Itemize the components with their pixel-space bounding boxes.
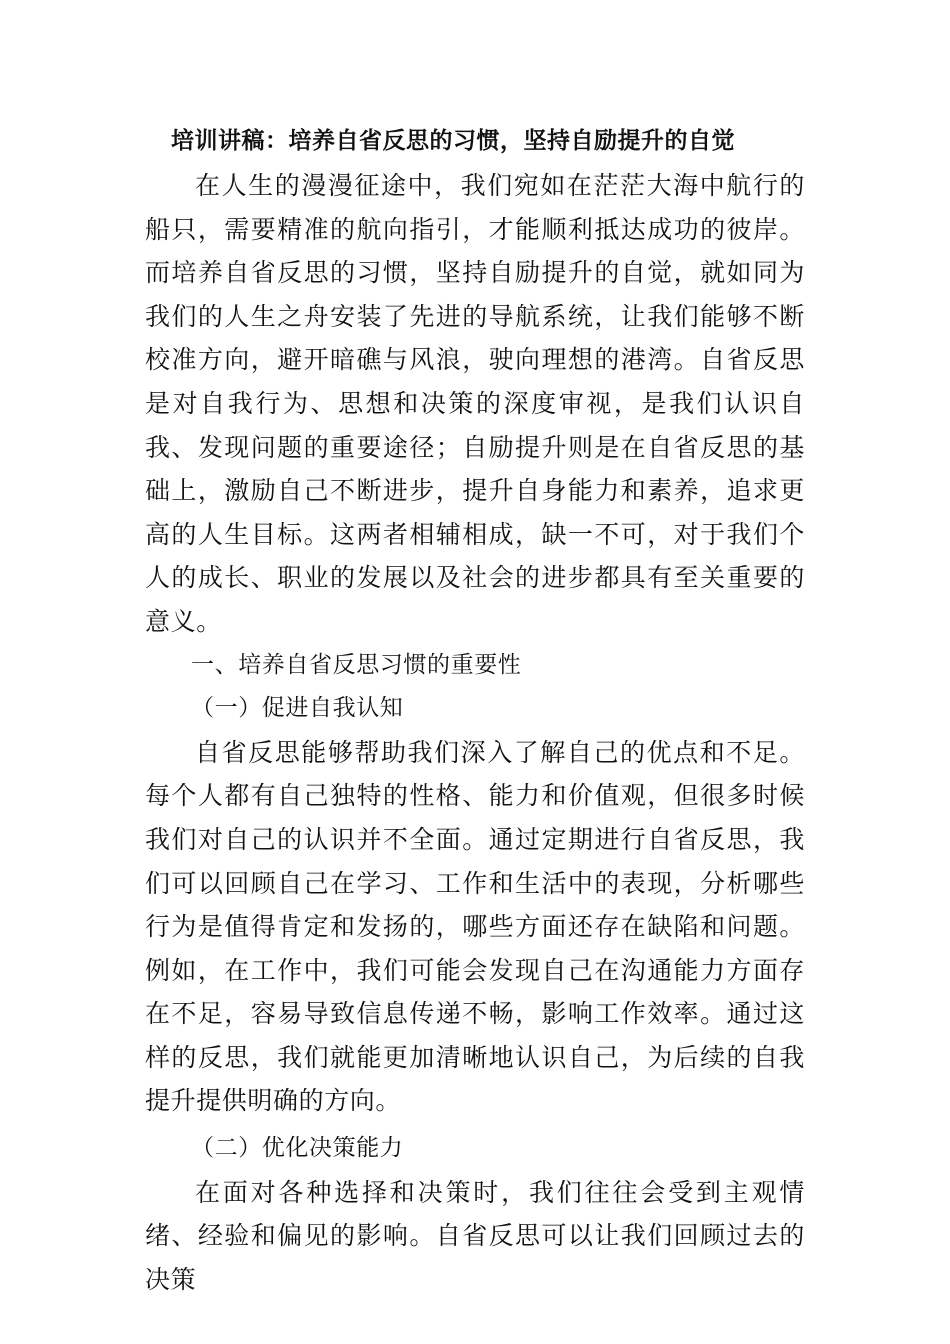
document-body — [145, 118, 805, 1301]
subsection-2-paragraph: 在面对各种选择和决策时，我们往往会受到主观情绪、经验和偏见的影响。自省反思可以让我们回顾过去的决策 — [145, 1177, 805, 1294]
subsection-heading-1: （一）促进自我认知 — [191, 695, 404, 722]
subsection-1-paragraph: 自省反思能够帮助我们深入了解自己的优点和不足。每个人都有自己独特的性格、能力和价值观，但很多时候我们对自己的认识并不全面。通过定期进行自省反思，我们可以回顾自己在学习、工作和生活中的表现，分析哪些行为是值得肯定和发扬的，哪些方面还存在缺陷和问题。例如，在工作中，我们可能会发现自己在沟通能力方面存在不足，容易导致信息传递不畅，影响工作效率。通过这样的反思，我们就能更加清晰地认识自己，为后续的自我提升提供明确的方向。 — [145, 737, 805, 1116]
section-heading-1: 一、培养自省反思习惯的重要性 — [191, 651, 522, 678]
intro-paragraph: 在人生的漫漫征途中，我们宛如在茫茫大海中航行的船只，需要精准的航向指引，才能顺利抵达成功的彼岸。而培养自省反思的习惯，坚持自励提升的自觉，就如同为我们的人生之舟安装了先进的导航系统，让我们能够不断校准方向，避开暗礁与风浪，驶向理想的港湾。自省反思是对自我行为、思想和决策的深度审视，是我们认识自我、发现问题的重要途径；自励提升则是在自省反思的基础上，激励自己不断进步，提升自身能力和素养，追求更高的人生目标。这两者相辅相成，缺一不可，对于我们个人的成长、职业的发展以及社会的进步都具有至关重要的意义。 — [145, 171, 805, 636]
document-title: 培训讲稿：培养自省反思的习惯，坚持自励提升的自觉 — [171, 128, 735, 154]
subsection-heading-2: （二）优化决策能力 — [191, 1135, 404, 1162]
